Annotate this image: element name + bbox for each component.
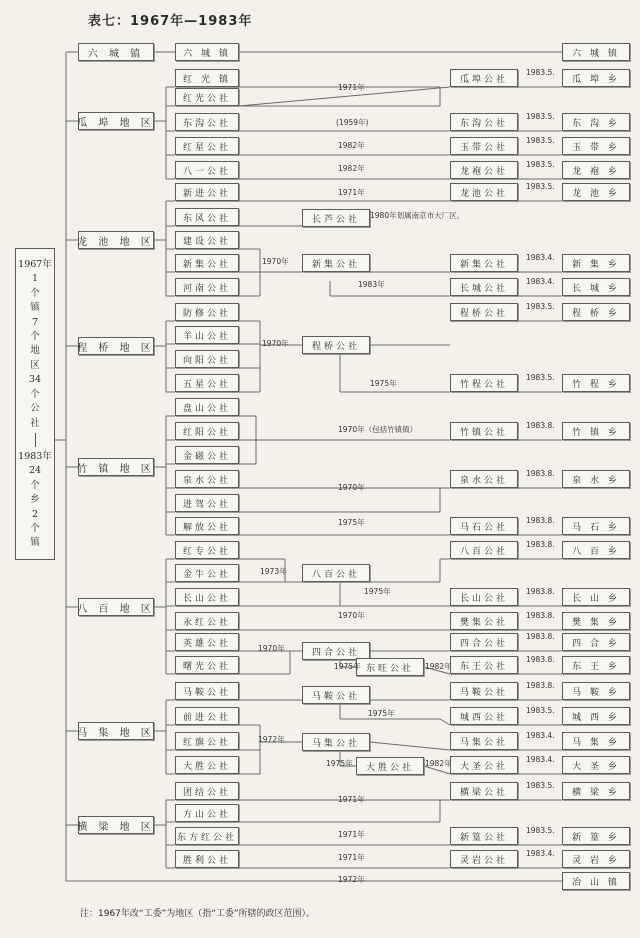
year-label: 1982年: [425, 759, 452, 768]
final-commune-box: 泉水公社: [450, 470, 518, 488]
town-box: 马 石 乡: [562, 517, 630, 535]
year-label: 1982年: [338, 141, 365, 150]
commune-box: 泉水公社: [175, 470, 239, 488]
commune-box: 大胜公社: [175, 756, 239, 774]
final-commune-box: 东沟公社: [450, 113, 518, 131]
merged-commune-box: 东旺公社: [356, 658, 424, 676]
year-label: 1983.8.: [526, 587, 555, 596]
merged-commune-box: 马鞍公社: [302, 686, 370, 704]
year-label: 1975年: [364, 587, 391, 596]
connector-line: [440, 719, 450, 725]
region-box: 八 百 地 区: [78, 598, 154, 616]
final-commune-box: 龙池公社: [450, 183, 518, 201]
year-label: 1970年: [338, 483, 365, 492]
commune-box: 金磁公社: [175, 446, 239, 464]
root-char: 个: [30, 331, 40, 343]
year-label: 1983.4.: [526, 755, 555, 764]
year-label: 1975年: [334, 662, 361, 671]
merged-commune-box: 大胜公社: [356, 757, 424, 775]
year-label: 1983.4.: [526, 849, 555, 858]
commune-box: 团结公社: [175, 782, 239, 800]
year-label: 1983.5.: [526, 826, 555, 835]
commune-box: 新集公社: [175, 254, 239, 272]
year-label: 1971年: [338, 795, 365, 804]
region-box: 马 集 地 区: [78, 722, 154, 740]
commune-box: 前进公社: [175, 707, 239, 725]
town-box: 灵 岩 乡: [562, 850, 630, 868]
year-label: 1983.8.: [526, 655, 555, 664]
commune-box: 解放公社: [175, 517, 239, 535]
final-commune-box: 大圣公社: [450, 756, 518, 774]
root-char: 社: [30, 417, 40, 429]
commune-box: 东风公社: [175, 208, 239, 226]
year-label: 1983.5.: [526, 160, 555, 169]
final-commune-box: 横梁公社: [450, 782, 518, 800]
year-label: 1983年: [358, 280, 385, 289]
root-char: 个: [30, 479, 40, 491]
year-label: 1971年: [338, 188, 365, 197]
commune-box: 英雄公社: [175, 633, 239, 651]
page-title: 表七：1967年—1983年: [88, 14, 253, 29]
year-label: 1983.5.: [526, 136, 555, 145]
final-commune-box: 城西公社: [450, 707, 518, 725]
final-commune-box: 马集公社: [450, 732, 518, 750]
year-label: 1983.4.: [526, 253, 555, 262]
year-label: 1970年（包括竹镇镇）: [338, 425, 418, 434]
year-label: 1983.5.: [526, 182, 555, 191]
merged-commune-box: 八百公社: [302, 564, 370, 582]
town-box: 八 百 乡: [562, 541, 630, 559]
commune-box: 红 光 镇: [175, 69, 239, 87]
merged-commune-box: 长芦公社: [302, 209, 370, 227]
root-char: 个: [30, 287, 40, 299]
year-label: 1983.8.: [526, 516, 555, 525]
town-box: 马 集 乡: [562, 732, 630, 750]
commune-box: 红星公社: [175, 137, 239, 155]
town-box: 东 王 乡: [562, 656, 630, 674]
town-box: 新 篁 乡: [562, 827, 630, 845]
commune-box: 长山公社: [175, 588, 239, 606]
town-box: 瓜 埠 乡: [562, 69, 630, 87]
root-divider: [35, 433, 36, 447]
year-label: 1970年: [262, 339, 289, 348]
final-commune-box: 新集公社: [450, 254, 518, 272]
region-box: 六 城 镇: [78, 43, 154, 61]
year-label: (1959年): [336, 118, 369, 127]
year-label: 1983.4.: [526, 731, 555, 740]
root-char: 镇: [30, 302, 40, 314]
root-char: 34: [28, 374, 42, 386]
town-box: 长 山 乡: [562, 588, 630, 606]
final-commune-box: 长山公社: [450, 588, 518, 606]
commune-box: 新进公社: [175, 183, 239, 201]
root-char: 区: [30, 359, 40, 371]
town-box: 四 合 乡: [562, 633, 630, 651]
year-label: 1972年: [258, 735, 285, 744]
final-commune-box: 樊集公社: [450, 612, 518, 630]
commune-box: 防修公社: [175, 303, 239, 321]
commune-box: 胜利公社: [175, 850, 239, 868]
year-label: 1983.5.: [526, 781, 555, 790]
commune-box: 东方红公社: [175, 827, 239, 845]
year-label: 1970年: [258, 644, 285, 653]
year-label: 1982年: [425, 662, 452, 671]
connector-line: [370, 742, 450, 750]
town-box: 六 城 镇: [562, 43, 630, 61]
root-char: 个: [30, 388, 40, 400]
year-label: 1970年: [262, 257, 289, 266]
commune-box: 五星公社: [175, 374, 239, 392]
merged-commune-box: 程桥公社: [302, 336, 370, 354]
region-box: 竹 镇 地 区: [78, 458, 154, 476]
town-box: 马 鞍 乡: [562, 682, 630, 700]
commune-box: 河南公社: [175, 278, 239, 296]
commune-box: 金牛公社: [175, 564, 239, 582]
merged-commune-box: 马集公社: [302, 733, 370, 751]
year-label: 1983.8.: [526, 681, 555, 690]
commune-box: 进驾公社: [175, 494, 239, 512]
final-commune-box: 竹程公社: [450, 374, 518, 392]
year-label: 1983.5.: [526, 373, 555, 382]
commune-box: 红专公社: [175, 541, 239, 559]
final-commune-box: 瓜埠公社: [450, 69, 518, 87]
commune-box: 向阳公社: [175, 350, 239, 368]
final-commune-box: 灵岩公社: [450, 850, 518, 868]
town-box: 横 梁 乡: [562, 782, 630, 800]
commune-box: 东沟公社: [175, 113, 239, 131]
final-commune-box: 马鞍公社: [450, 682, 518, 700]
commune-box: 六 城 镇: [175, 43, 239, 61]
year-label: 1983.8.: [526, 469, 555, 478]
year-label: 1983.5.: [526, 302, 555, 311]
commune-box: 八一公社: [175, 161, 239, 179]
final-commune-box: 程桥公社: [450, 303, 518, 321]
merged-commune-box: 四合公社: [302, 642, 370, 660]
commune-box: 盘山公社: [175, 398, 239, 416]
town-box: 新 集 乡: [562, 254, 630, 272]
final-commune-box: 四合公社: [450, 633, 518, 651]
commune-box: 红旗公社: [175, 732, 239, 750]
commune-box: 建设公社: [175, 231, 239, 249]
year-label: 1970年: [338, 611, 365, 620]
commune-box: 永红公社: [175, 612, 239, 630]
final-commune-box: 马石公社: [450, 517, 518, 535]
commune-box: 曙光公社: [175, 656, 239, 674]
merged-commune-box: 新集公社: [302, 254, 370, 272]
year-label: 1975年: [370, 379, 397, 388]
year-label: 1983.5.: [526, 68, 555, 77]
commune-box: 红阳公社: [175, 422, 239, 440]
year-label: 1982年: [338, 164, 365, 173]
town-box: 东 沟 乡: [562, 113, 630, 131]
town-box: 程 桥 乡: [562, 303, 630, 321]
region-box: 横 梁 地 区: [78, 816, 154, 834]
year-label: 1971年: [338, 83, 365, 92]
town-box: 竹 程 乡: [562, 374, 630, 392]
final-commune-box: 东王公社: [450, 656, 518, 674]
town-box: 城 西 乡: [562, 707, 630, 725]
year-label: 1983.5.: [526, 706, 555, 715]
year-label: 1971年: [338, 830, 365, 839]
final-commune-box: 新篁公社: [450, 827, 518, 845]
root-char: 1967年: [18, 258, 52, 270]
town-box: 龙 袍 乡: [562, 161, 630, 179]
root-char: 公: [30, 403, 40, 415]
root-char: 个: [30, 523, 40, 535]
town-box: 泉 水 乡: [562, 470, 630, 488]
commune-box: 羊山公社: [175, 326, 239, 344]
root-char: 1983年: [18, 450, 52, 462]
commune-box: 方山公社: [175, 804, 239, 822]
root-char: 地: [30, 345, 40, 357]
footnote: 注：1967年改“工委”为地区（指“工委”所辖的政区范围）。: [80, 909, 316, 919]
town-box: 长 城 乡: [562, 278, 630, 296]
final-commune-box: 长城公社: [450, 278, 518, 296]
year-label: 1983.8.: [526, 421, 555, 430]
region-box: 程 桥 地 区: [78, 337, 154, 355]
year-label: 1983.4.: [526, 277, 555, 286]
year-label: 1983.8.: [526, 611, 555, 620]
root-char: 1: [31, 273, 39, 285]
root-char: 24: [28, 465, 42, 477]
root-char: 2: [31, 508, 39, 520]
region-box: 龙 池 地 区: [78, 231, 154, 249]
final-commune-box: 龙袍公社: [450, 161, 518, 179]
root-char: 镇: [30, 537, 40, 549]
year-label: 1972年: [338, 875, 365, 884]
region-box: 瓜 埠 地 区: [78, 112, 154, 130]
year-label: 1983.8.: [526, 540, 555, 549]
root-char: 乡: [30, 494, 40, 506]
year-label: 1975年: [368, 709, 395, 718]
final-commune-box: 竹镇公社: [450, 422, 518, 440]
commune-box: 红光公社: [175, 88, 239, 106]
town-box: 玉 带 乡: [562, 137, 630, 155]
year-label: 1975年: [338, 518, 365, 527]
town-box: 冶 山 镇: [562, 872, 630, 890]
year-label: 1975年: [326, 759, 353, 768]
year-label: 1983.5.: [526, 112, 555, 121]
year-label: 1980年划属南京市大厂区。: [370, 211, 465, 220]
town-box: 樊 集 乡: [562, 612, 630, 630]
town-box: 大 圣 乡: [562, 756, 630, 774]
year-label: 1971年: [338, 853, 365, 862]
root-summary-box: [15, 248, 55, 560]
town-box: 龙 池 乡: [562, 183, 630, 201]
year-label: 1983.8.: [526, 632, 555, 641]
final-commune-box: 八百公社: [450, 541, 518, 559]
year-label: 1973年: [260, 567, 287, 576]
final-commune-box: 玉带公社: [450, 137, 518, 155]
commune-box: 马鞍公社: [175, 682, 239, 700]
root-char: 7: [31, 316, 39, 328]
town-box: 竹 镇 乡: [562, 422, 630, 440]
